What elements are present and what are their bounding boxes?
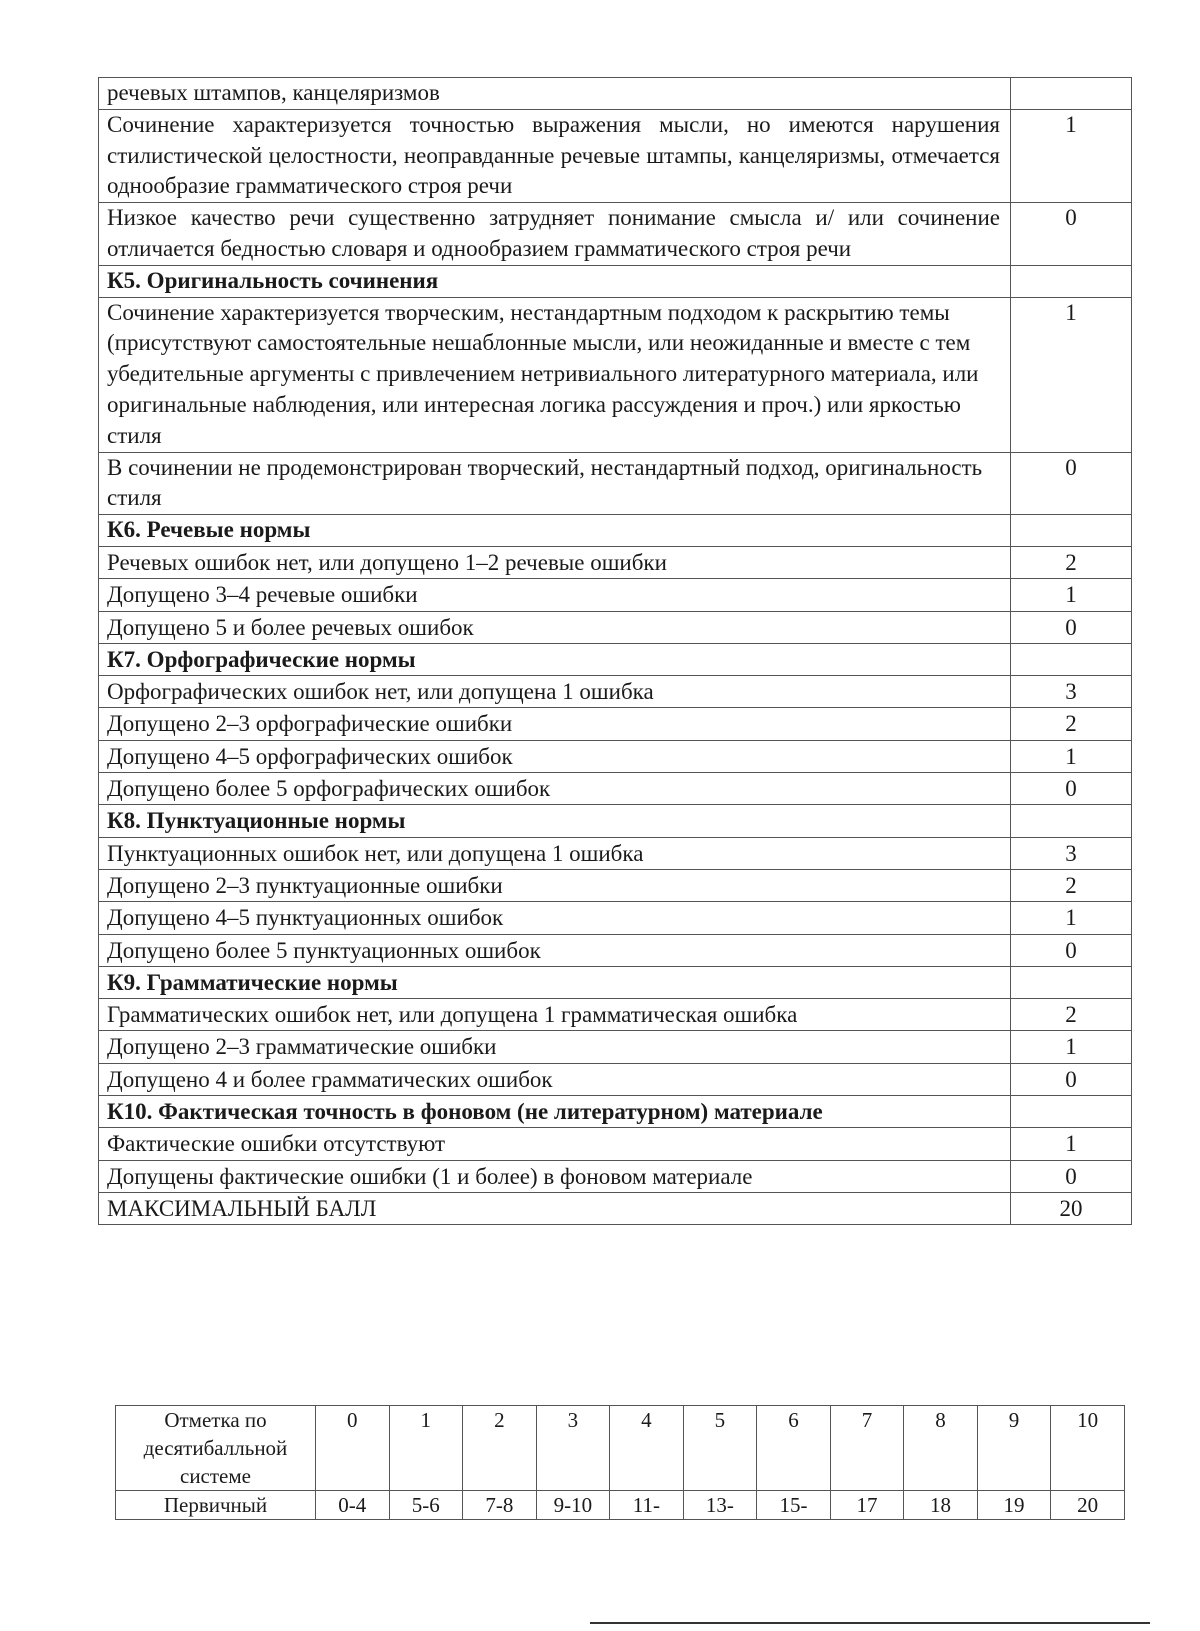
grade-value: 10 [1051,1406,1125,1491]
criteria-score: 0 [1011,773,1132,805]
page-bottom-rule [590,1622,1150,1624]
criteria-description: Орфографических ошибок нет, или допущена 1 ошибка [99,676,1011,708]
criteria-row [99,78,1132,110]
primary-score-range: 18 [904,1491,978,1520]
criteria-row [99,869,1132,901]
primary-score-range: 5-6 [389,1491,463,1520]
criteria-description: речевых штампов, канцеляризмов [99,78,1011,110]
criteria-row [99,1063,1132,1095]
criteria-row [99,740,1132,772]
criteria-row [99,297,1132,452]
grade-value: 8 [904,1406,978,1491]
grade-header-row [116,1406,1125,1491]
criteria-description: Речевых ошибок нет, или допущено 1–2 речевые ошибки [99,546,1011,578]
criteria-row [99,611,1132,643]
criteria-section-title: К6. Речевые нормы [99,515,1011,547]
criteria-description: Допущено 2–3 грамматические ошибки [99,1031,1011,1063]
primary-score-range: 11- [610,1491,684,1520]
criteria-total-row [99,1192,1132,1224]
criteria-section-row [99,643,1132,675]
criteria-row [99,934,1132,966]
criteria-section-row [99,515,1132,547]
criteria-description: Допущено 2–3 пунктуационные ошибки [99,869,1011,901]
criteria-section-row [99,805,1132,837]
criteria-score: 2 [1011,546,1132,578]
criteria-description: Допущено 4–5 пунктуационных ошибок [99,902,1011,934]
criteria-section-title: К9. Грамматические нормы [99,966,1011,998]
grade-value: 4 [610,1406,684,1491]
criteria-score: 0 [1011,611,1132,643]
primary-score-range: 9-10 [536,1491,610,1520]
criteria-description: Грамматических ошибок нет, или допущена 1 грамматическая ошибка [99,999,1011,1031]
primary-score-range: 7-8 [463,1491,537,1520]
criteria-score: 0 [1011,934,1132,966]
primary-score-range: 20 [1051,1491,1125,1520]
criteria-row [99,452,1132,515]
criteria-description: В сочинении не продемонстрирован творческий, нестандартный подход, оригинальность стиля [99,452,1011,515]
primary-score-label: Первичный [116,1491,316,1520]
criteria-section-row [99,1096,1132,1128]
criteria-description: Сочинение характеризуется творческим, нестандартным подходом к раскрытию темы (присутствуют самостоятельные нешаблонные мысли, или неожиданные и вместе с тем убедительные аргументы с привлечением нетривиального литературного материала, или оригинальные наблюдения, или интересная логика рассуждения и проч.) или яркостью стиля [99,297,1011,452]
criteria-section-title: К5. Оригинальность сочинения [99,265,1011,297]
criteria-score: 0 [1011,452,1132,515]
max-score-label: МАКСИМАЛЬНЫЙ БАЛЛ [99,1192,1011,1224]
criteria-score: 1 [1011,902,1132,934]
criteria-score: 2 [1011,999,1132,1031]
primary-score-range: 19 [977,1491,1051,1520]
criteria-row [99,837,1132,869]
criteria-description: Допущено 4 и более грамматических ошибок [99,1063,1011,1095]
criteria-section-row [99,265,1132,297]
criteria-score: 0 [1011,203,1132,266]
criteria-score [1011,265,1132,297]
criteria-score [1011,78,1132,110]
grade-conversion-table [115,1405,1125,1520]
criteria-score [1011,805,1132,837]
criteria-score: 1 [1011,1031,1132,1063]
criteria-score: 1 [1011,1128,1132,1160]
grade-value: 7 [830,1406,904,1491]
criteria-description: Допущено 5 и более речевых ошибок [99,611,1011,643]
criteria-row [99,902,1132,934]
criteria-row [99,708,1132,740]
criteria-score: 1 [1011,740,1132,772]
criteria-row [99,1160,1132,1192]
criteria-score: 1 [1011,297,1132,452]
criteria-score: 2 [1011,708,1132,740]
criteria-score: 2 [1011,869,1132,901]
primary-score-range: 0-4 [316,1491,390,1520]
primary-score-range: 13- [683,1491,757,1520]
criteria-row [99,203,1132,266]
criteria-description: Допущено 2–3 орфографические ошибки [99,708,1011,740]
criteria-table-body [99,78,1132,1225]
criteria-score [1011,966,1132,998]
primary-score-range: 15- [757,1491,831,1520]
criteria-row [99,676,1132,708]
criteria-score: 0 [1011,1160,1132,1192]
criteria-score: 3 [1011,676,1132,708]
max-score-value: 20 [1011,1192,1132,1224]
criteria-row [99,579,1132,611]
grade-header-label: Отметка по десятибалльной системе [116,1406,316,1491]
criteria-section-title: К7. Орфографические нормы [99,643,1011,675]
criteria-score: 1 [1011,579,1132,611]
criteria-description: Низкое качество речи существенно затрудняет понимание смысла и/ или сочинение отличается бедностью словаря и однообразием грамматического строя речи [99,203,1011,266]
criteria-row [99,1031,1132,1063]
criteria-table [98,77,1132,1225]
criteria-score [1011,515,1132,547]
criteria-score [1011,1096,1132,1128]
criteria-description: Фактические ошибки отсутствуют [99,1128,1011,1160]
criteria-description: Допущено 4–5 орфографических ошибок [99,740,1011,772]
grade-value: 0 [316,1406,390,1491]
primary-score-range: 17 [830,1491,904,1520]
criteria-description: Допущены фактические ошибки (1 и более) в фоновом материале [99,1160,1011,1192]
criteria-row [99,109,1132,202]
criteria-row [99,546,1132,578]
grade-value: 2 [463,1406,537,1491]
criteria-row [99,999,1132,1031]
grade-value: 9 [977,1406,1051,1491]
criteria-score: 0 [1011,1063,1132,1095]
criteria-section-row [99,966,1132,998]
criteria-description: Допущено более 5 орфографических ошибок [99,773,1011,805]
criteria-section-title: К8. Пунктуационные нормы [99,805,1011,837]
criteria-score: 3 [1011,837,1132,869]
grade-value: 3 [536,1406,610,1491]
criteria-description: Пунктуационных ошибок нет, или допущена 1 ошибка [99,837,1011,869]
criteria-score: 1 [1011,109,1132,202]
criteria-score [1011,643,1132,675]
criteria-row [99,1128,1132,1160]
criteria-description: Допущено более 5 пунктуационных ошибок [99,934,1011,966]
criteria-description: Допущено 3–4 речевые ошибки [99,579,1011,611]
criteria-description: Сочинение характеризуется точностью выражения мысли, но имеются нарушения стилистической целостности, неоправданные речевые штампы, канцеляризмы, отмечается однообразие грамматического строя речи [99,109,1011,202]
grade-value: 6 [757,1406,831,1491]
grade-value: 5 [683,1406,757,1491]
criteria-row [99,773,1132,805]
primary-score-row [116,1491,1125,1520]
criteria-section-title: К10. Фактическая точность в фоновом (не литературном) материале [99,1096,1011,1128]
grade-value: 1 [389,1406,463,1491]
